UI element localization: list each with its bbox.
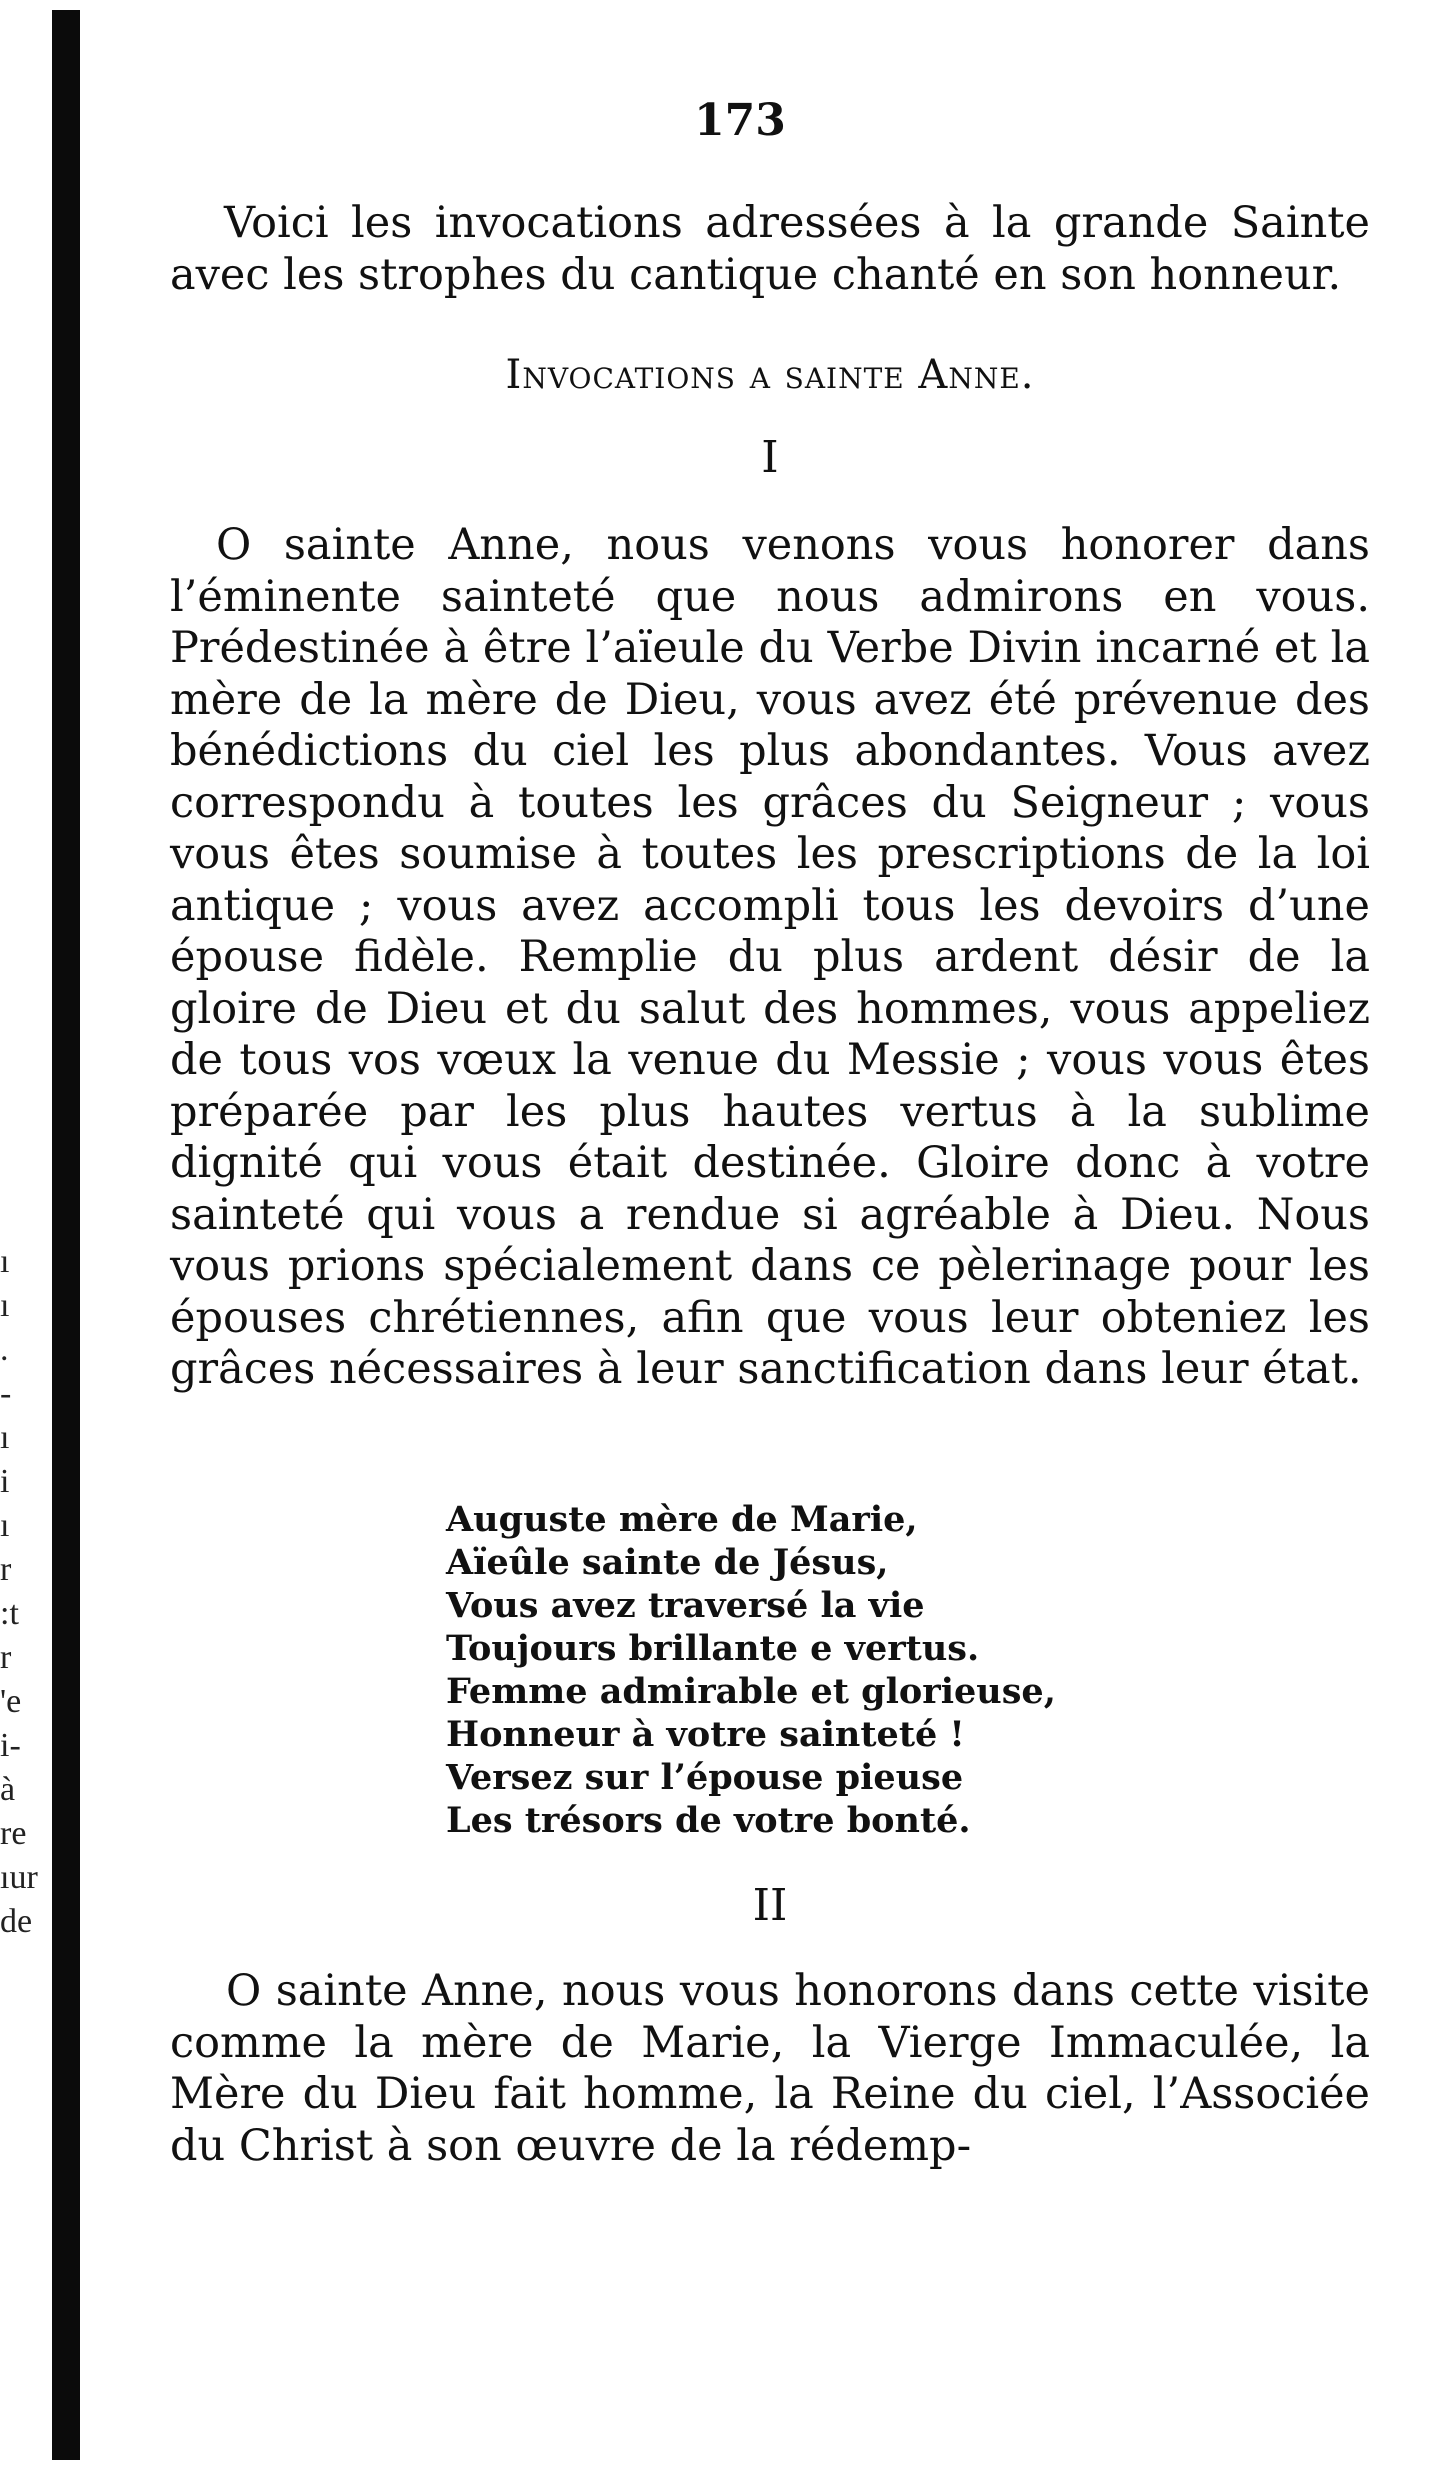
margin-fragment: ı (0, 1243, 10, 1280)
page-number: 173 (694, 95, 786, 146)
section-numeral-1: I (761, 432, 779, 483)
hymn-line: Honneur à votre sainteté ! (446, 1714, 965, 1755)
margin-fragment: i- (0, 1727, 21, 1764)
hymn-line: Les trésors de votre bonté. (446, 1800, 971, 1841)
margin-fragment: r (0, 1551, 12, 1588)
margin-fragment: i (0, 1463, 10, 1500)
invocation-text-1: O sainte Anne, nous venons vous honorer dans l’éminente sainteté que nous admirons en vous. Prédestinée à être l’aïeule du Verbe Divin incarné et la mère de la mère de Dieu, vous avez été prévenue des bénédictions du ciel les plus abondantes. Vous avez correspondu à toutes les grâces du Seigneur ; vous vous êtes soumise à toutes les prescriptions de la loi antique ; vous avez accompli tous les devoirs d’une épouse fidèle. Remplie du plus ardent désir de la gloire de Dieu et du salut des hommes, vous appeliez de tous vos vœux la venue du Messie ; vous vous êtes préparée par les plus hautes vertus à la sublime dignité qui vous était destinée. Gloire donc à votre sainteté qui vous a rendue si agréable à Dieu. Nous vous prions spécialement dans ce pèlerinage pour les épouses chrétiennes, afin que vous leur obteniez les grâces nécessaires à leur sanctification dans leur état. (170, 520, 1370, 1394)
margin-fragment: ı (0, 1419, 10, 1456)
margin-fragment: - (0, 1375, 12, 1412)
invocation-text-2: O sainte Anne, nous vous honorons dans cette visite comme la mère de Marie, la Vierge Immaculée, la Mère du Dieu fait homme, la Reine du ciel, l’Associée du Christ à son œuvre de la rédemp- (170, 1966, 1370, 2171)
margin-fragment: à (0, 1771, 16, 1808)
hymn-line: Versez sur l’épouse pieuse (446, 1757, 964, 1798)
hymn-line: Femme admirable et glorieuse, (446, 1671, 1056, 1712)
hymn-line: Aïeûle sainte de Jésus, (446, 1542, 889, 1583)
hymn-line: Auguste mère de Marie, (446, 1499, 918, 1540)
margin-fragment: re (0, 1815, 27, 1852)
margin-fragment: 'e (0, 1683, 22, 1720)
section-heading: Invocations a sainte Anne. (505, 352, 1035, 398)
margin-fragment: ı (0, 1287, 10, 1324)
intro-paragraph (170, 198, 1370, 301)
invocation-paragraph-1 (170, 520, 1370, 1396)
invocation-paragraph-2 (170, 1966, 1370, 2172)
margin-fragment: ı (0, 1507, 10, 1544)
section-numeral-2: II (752, 1880, 788, 1931)
margin-fragment: de (0, 1903, 33, 1940)
margin-fragment: . (0, 1331, 9, 1368)
hymn-stanza (446, 1498, 1056, 1842)
hymn-line: Toujours brillante e vertus. (446, 1628, 980, 1669)
intro-text: Voici les invocations adressées à la grande Sainte avec les strophes du cantique chanté en son honneur. (170, 198, 1370, 300)
margin-fragment: :t (0, 1595, 19, 1632)
adjacent-page-fragments (0, 1240, 60, 1944)
hymn-line: Vous avez traversé la vie (446, 1585, 925, 1626)
margin-fragment: r (0, 1639, 12, 1676)
margin-fragment: ıur (0, 1859, 38, 1896)
binding-shadow (52, 10, 80, 2460)
